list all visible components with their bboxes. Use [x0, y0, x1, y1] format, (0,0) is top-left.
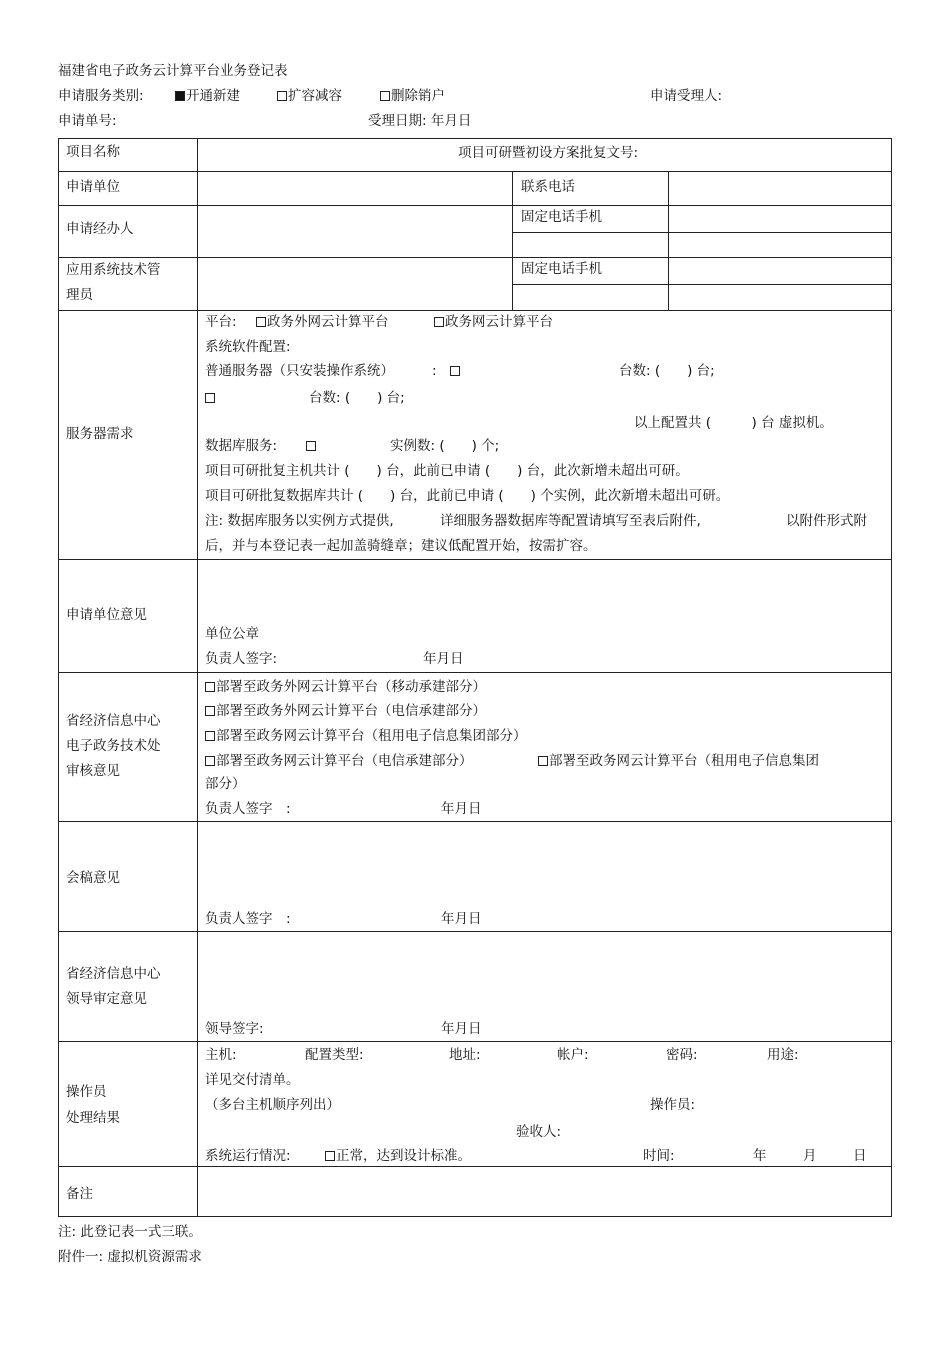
- order-no-label: 申请单号:: [58, 113, 117, 129]
- operator-label-2: 处理结果: [66, 1110, 120, 1126]
- note-text-c: 以附件形式附: [786, 513, 867, 529]
- center-label-3: 审核意见: [66, 763, 120, 779]
- checkbox-icon[interactable]: [205, 682, 215, 692]
- leader-sign-label-2: 负责人签字 :: [205, 801, 291, 817]
- leader-sign-label: 负责人签字:: [205, 651, 278, 667]
- checkbox-icon[interactable]: [450, 366, 460, 376]
- checkbox-icon[interactable]: [277, 91, 287, 101]
- approval-no-label: 项目可研暨初设方案批复文号:: [458, 145, 639, 161]
- deploy-option-5-cont: 部分）: [205, 776, 246, 792]
- leader-opinion-label-2: 领导审定意见: [66, 991, 147, 1007]
- password-label: 密码:: [666, 1047, 698, 1063]
- deploy-option-2[interactable]: 部署至政务外网云计算平台（电信承建部分）: [205, 703, 486, 719]
- option-expand[interactable]: 扩容减容: [277, 88, 342, 104]
- date-label-4: 年月日: [441, 1021, 482, 1037]
- db-instances: 实例数: ( ) 个;: [390, 438, 500, 454]
- run-status-label: 系统运行情况:: [205, 1148, 291, 1164]
- form-title: 福建省电子政务云计算平台业务登记表: [58, 63, 288, 79]
- normal-server-count: 台数: ( ) 台;: [619, 363, 715, 379]
- platform-option-govnet[interactable]: 政务网云计算平台: [434, 314, 553, 330]
- checkbox-icon[interactable]: [434, 317, 444, 327]
- date-label: 年月日: [423, 651, 464, 667]
- checker-label: 验收人:: [516, 1124, 562, 1140]
- project-name-label: 项目名称: [66, 144, 120, 160]
- deploy-option-1[interactable]: 部署至政务外网云计算平台（移动承建部分）: [205, 679, 486, 695]
- unit-seal-label: 单位公章: [205, 626, 259, 642]
- note-text-b: 详细服务器数据库等配置请填写至表后附件,: [440, 513, 701, 529]
- db-service-label: 数据库服务:: [205, 438, 278, 454]
- day-label: 日: [853, 1148, 867, 1164]
- checkbox-icon[interactable]: [538, 756, 548, 766]
- option-new[interactable]: 开通新建: [175, 88, 240, 104]
- leader-sign-label-3: 负责人签字 :: [205, 911, 291, 927]
- checkbox-icon[interactable]: [306, 441, 316, 451]
- deploy-option-5[interactable]: 部署至政务网云计算平台（租用电子信息集团: [538, 753, 819, 769]
- checkbox-icon[interactable]: [380, 91, 390, 101]
- date-label-2: 年月日: [441, 801, 482, 817]
- contact-phone-label: 联系电话: [521, 179, 575, 195]
- sw-config-label: 系统软件配置:: [205, 339, 291, 355]
- accept-date-label: 受理日期: 年月日: [368, 113, 472, 129]
- meeting-opinion-label: 会稿意见: [66, 870, 120, 886]
- host-total-text: 项目可研批复主机共计 ( ) 台，此前已申请 ( ) 台，此次新增未超出可研。: [205, 463, 689, 479]
- vm-total: 以上配置共 ( ) 台 虚拟机。: [634, 415, 833, 431]
- platform-label: 平台:: [205, 314, 237, 330]
- operator-label-1: 操作员: [66, 1084, 107, 1100]
- db-total-text: 项目可研批复数据库共计 ( ) 台，此前已申请 ( ) 个实例，此次新增未超出可研。: [205, 488, 730, 504]
- usage-label: 用途:: [767, 1047, 799, 1063]
- date-label-3: 年月日: [441, 911, 482, 927]
- account-label: 帐户:: [557, 1047, 589, 1063]
- platform-option-extranet[interactable]: 政务外网云计算平台: [256, 314, 389, 330]
- server-req-label: 服务器需求: [66, 426, 134, 442]
- deploy-option-3[interactable]: 部署至政务网云计算平台（租用电子信息集团部分）: [205, 728, 527, 744]
- multi-host-text: （多台主机顺序列出）: [205, 1097, 340, 1113]
- config-type-label: 配置类型:: [305, 1047, 364, 1063]
- leader-opinion-label-1: 省经济信息中心: [66, 966, 161, 982]
- checkbox-icon[interactable]: [205, 756, 215, 766]
- checkbox-icon[interactable]: [325, 1151, 335, 1161]
- unit-opinion-label: 申请单位意见: [66, 607, 147, 623]
- note-text-a: 注: 数据库服务以实例方式提供,: [205, 513, 394, 529]
- checkbox-icon[interactable]: [205, 393, 215, 403]
- checkbox-icon[interactable]: [256, 317, 266, 327]
- time-label: 时间:: [643, 1148, 675, 1164]
- applicant-label: 申请经办人: [66, 221, 134, 237]
- normal-server-colon: :: [432, 363, 437, 379]
- option-delete[interactable]: 删除销户: [380, 88, 445, 104]
- db-service-checkbox[interactable]: [306, 438, 317, 454]
- center-label-2: 电子政务技术处: [66, 738, 161, 754]
- server-2-count: 台数: ( ) 台;: [309, 390, 405, 406]
- deploy-option-4[interactable]: 部署至政务网云计算平台（电信承建部分）: [205, 753, 473, 769]
- run-status-normal[interactable]: 正常，达到设计标准。: [325, 1148, 471, 1164]
- center-label-1: 省经济信息中心: [66, 713, 161, 729]
- fixed-mobile-label-2: 固定电话手机: [521, 261, 602, 277]
- footer-attachment: 附件一: 虚拟机资源需求: [58, 1249, 202, 1265]
- host-label: 主机:: [205, 1047, 237, 1063]
- tech-admin-label-2: 理员: [66, 287, 93, 303]
- remark-label: 备注: [66, 1186, 93, 1202]
- month-label: 月: [803, 1148, 817, 1164]
- note-text-d: 后，并与本登记表一起加盖骑缝章；建议低配置开始，按需扩容。: [205, 538, 597, 554]
- apply-unit-label: 申请单位: [66, 179, 120, 195]
- service-type-label: 申请服务类别:: [58, 88, 144, 104]
- footer-note: 注: 此登记表一式三联。: [58, 1224, 202, 1240]
- leader-sign-label-4: 领导签字:: [205, 1021, 264, 1037]
- acceptor-label: 申请受理人:: [650, 88, 723, 104]
- server-2-checkbox[interactable]: [205, 390, 216, 406]
- normal-server-checkbox[interactable]: [450, 363, 461, 379]
- fixed-mobile-label-1: 固定电话手机: [521, 209, 602, 225]
- checkbox-icon[interactable]: [205, 731, 215, 741]
- checkbox-icon[interactable]: [205, 706, 215, 716]
- year-label: 年: [753, 1148, 767, 1164]
- checked-checkbox-icon[interactable]: [175, 91, 185, 101]
- tech-admin-label-1: 应用系统技术管: [66, 262, 161, 278]
- operator-sign-label: 操作员:: [650, 1097, 696, 1113]
- normal-server-label: 普通服务器（只安装操作系统）: [205, 363, 394, 379]
- address-label: 地址:: [449, 1047, 481, 1063]
- see-list-text: 详见交付清单。: [205, 1072, 300, 1088]
